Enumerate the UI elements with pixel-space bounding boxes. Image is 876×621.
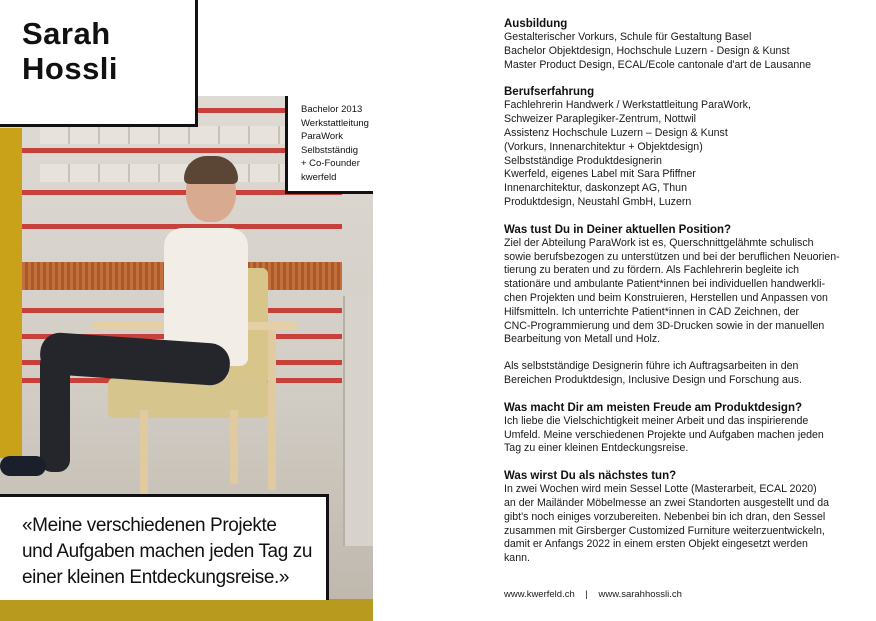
paragraph-gap <box>504 347 864 360</box>
section-heading: Was tust Du in Deiner aktuellen Position? <box>504 223 732 236</box>
career-line: Werkstattleitung <box>301 117 369 129</box>
text-line: Gestalterischer Vorkurs, Schule für Gestaltung Basel <box>504 31 752 43</box>
text-line: Assistenz Hochschule Luzern – Design & Kunst <box>504 126 728 139</box>
text-line: Selbstständige Produktdesignerin <box>504 154 662 167</box>
footer-links <box>504 589 682 600</box>
chair-leg <box>140 410 148 494</box>
quote-box <box>0 494 329 600</box>
text-line: stationäre und ambulante Patient*innen bei individuellen handwerkli- <box>504 278 825 291</box>
text-line: Bereichen Produktdesign, Inclusive Design und Forschung aus. <box>504 373 802 386</box>
yellow-strip <box>0 128 22 458</box>
section-heading: Was macht Dir am meisten Freude am Produktdesign? <box>504 401 803 414</box>
section-freude <box>504 401 864 456</box>
sarahhossli-link[interactable]: www.sarahhossli.ch <box>598 589 682 600</box>
text-line: Ich liebe die Vielschichtigkeit meiner Arbeit und das inspirierende <box>504 414 809 427</box>
text-line: Hilfsmitteln. Ich unterrichte Patient*innen in CAD Zeichnen, der <box>504 305 800 318</box>
kwerfeld-link[interactable]: www.kwerfeld.ch <box>504 589 575 600</box>
text-line: gibt's noch einiges vorzubereiten. Nebenbei bin ich dran, den Sessel <box>504 510 826 523</box>
last-name: Hossli <box>22 51 119 86</box>
text-line: In zwei Wochen wird mein Sessel Lotte (Masterarbeit, ECAL 2020) <box>504 483 817 496</box>
chair-leg <box>268 330 276 490</box>
text-line: Bearbeitung von Metall und Holz. <box>504 333 661 346</box>
yellow-floor <box>0 599 373 621</box>
section-berufserfahrung <box>504 85 864 209</box>
career-line: + Co-Founder <box>301 158 360 170</box>
text-line: CNC-Programmierung und dem 3D-Drucken sowie in der manuellen <box>504 319 825 332</box>
chair-leg <box>230 410 238 484</box>
name-box <box>0 0 198 127</box>
quote-line: einer kleinen Entdeckungsreise.» <box>22 567 290 588</box>
section-heading: Was wirst Du als nächstes tun? <box>504 470 677 483</box>
text-line: Master Product Design, ECAL/Ecole cantonale d'art de Lausanne <box>504 58 812 71</box>
section-naechstes <box>504 469 864 566</box>
text-line: Innenarchitektur, daskonzept AG, Thun <box>504 182 687 195</box>
person-shoe <box>0 456 46 476</box>
quote-line: und Aufgaben machen jeden Tag zu <box>22 541 313 562</box>
career-line: ParaWork <box>301 131 344 143</box>
text-line: Schweizer Paraplegiker-Zentrum, Nottwil <box>504 113 696 126</box>
text-line: zusammen mit Girsberger Customized Furniture weiterzuentwickeln, <box>504 524 825 537</box>
person-shin <box>40 352 70 472</box>
career-line: kwerfeld <box>301 171 337 183</box>
text-line: tierung zu beraten und zu fördern. Als Fachlehrerin begleite ich <box>504 264 800 277</box>
text-line: Als selbstständige Designerin führe ich Auftragsarbeiten in den <box>504 360 799 373</box>
section-ausbildung <box>504 17 864 72</box>
text-line: (Vorkurs, Innenarchitektur + Objektdesign) <box>504 140 703 153</box>
text-line: Ziel der Abteilung ParaWork ist es, Querschnittgelähmte schulisch <box>504 236 814 249</box>
chair-seat <box>108 378 268 418</box>
duct <box>343 296 373 546</box>
link-separator: | <box>585 589 588 600</box>
text-line: Bachelor Objektdesign, Hochschule Luzern - Design & Kunst <box>504 44 790 57</box>
text-line: Fachlehrerin Handwerk / Werkstattleitung ParaWork, <box>504 99 751 112</box>
text-line: chen Projekten und beim Konstruieren, Herstellen und Anpassen von <box>504 291 828 304</box>
section-position <box>504 223 864 388</box>
text-line: Umfeld. Meine verschiedenen Projekte und Aufgaben machen jeden <box>504 428 824 441</box>
text-line: sowie berufsbezogen zu unterstützen und bei der beruflichen Neuorien- <box>504 250 840 263</box>
first-name: Sarah <box>22 16 111 51</box>
text-line: Tag zu einer kleinen Entdeckungsreise. <box>504 442 689 455</box>
text-line: Kwerfeld, eigenes Label mit Sara Pfiffner <box>504 168 696 181</box>
career-line: Selbstständig <box>301 144 359 156</box>
text-line: an der Mailänder Möbelmesse an zwei Standorten ausgestellt und da <box>504 496 830 509</box>
quote-line: «Meine verschiedenen Projekte <box>22 515 277 536</box>
text-line: Produktdesign, Neustahl GmbH, Luzern <box>504 195 692 208</box>
left-panel <box>0 0 373 621</box>
text-line: kann. <box>504 552 530 565</box>
right-column <box>504 17 864 579</box>
career-line: Bachelor 2013 <box>301 104 363 115</box>
career-box <box>285 96 373 194</box>
section-heading: Berufserfahrung <box>504 86 595 99</box>
text-line: damit er Anfangs 2022 in einem ersten Objekt eingesetzt werden <box>504 538 808 551</box>
section-heading: Ausbildung <box>504 18 568 30</box>
